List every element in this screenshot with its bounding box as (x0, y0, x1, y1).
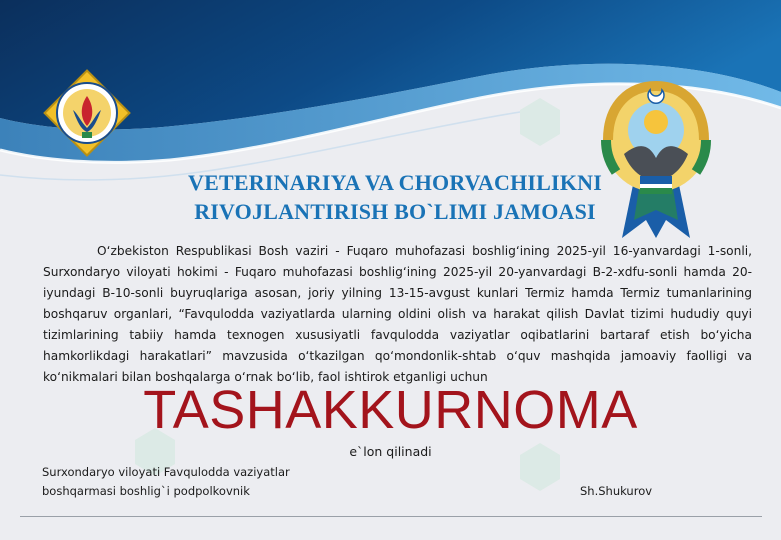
bottom-divider (20, 516, 762, 517)
title-line-2: RIVOJLANTIRISH BO`LIMI JAMOASI (194, 199, 596, 224)
signatory-position (42, 463, 372, 501)
signatory-name: Sh.Shukurov (580, 484, 653, 498)
department-emblem-icon (40, 66, 134, 160)
signatory-position-line-2: boshqarmasi boshlig`i podpolkovnik (42, 484, 250, 498)
certificate-title (100, 168, 690, 226)
signatory-position-line-1: Surxondaryo viloyati Favqulodda vaziyatlar (42, 465, 290, 479)
announce-text: e`lon qilinadi (349, 444, 432, 459)
certificate-body-text: O‘zbekiston Respublikasi Bosh vaziri - Fuqaro muhofazasi boshlig‘ining 2025-yil 16-yanvardagi 1-sonli, Surxondaryo viloyati hokimi - Fuqaro muhofazasi boshlig‘ining 2025-yil 20-yanvardagi B-2-xdfu-sonli hamda 20-iyundagi B-10-sonli buyruqlariga asosan, joriy yilning 13-15-avgust kunlari Termiz hamda Termiz tumanlarining boshqaruv organlari, “Favqulodda vaziyatlarda ularning oldini olish va harakat qilish Davlat tizimi hududiy quyi tizimlarining tabiiy hamda texnogen xususiyatli favqulodda vaziyatlar oqibatlarini bartaraf etish bo‘yicha hamkorlikdagi harakatlari” mavzusida o‘tkazilgan qo‘mondonlik-shtab o‘quv mashqida jamoaviy faolligi va ko‘nikmalari bilan boshqalarga o‘rnak bo‘lib, faol ishtirok etganligi uchun (43, 244, 752, 384)
title-line-1: VETERINARIYA VA CHORVACHILIKNI (188, 170, 602, 195)
certificate-headline: TASHAKKURNOMA (143, 380, 638, 440)
